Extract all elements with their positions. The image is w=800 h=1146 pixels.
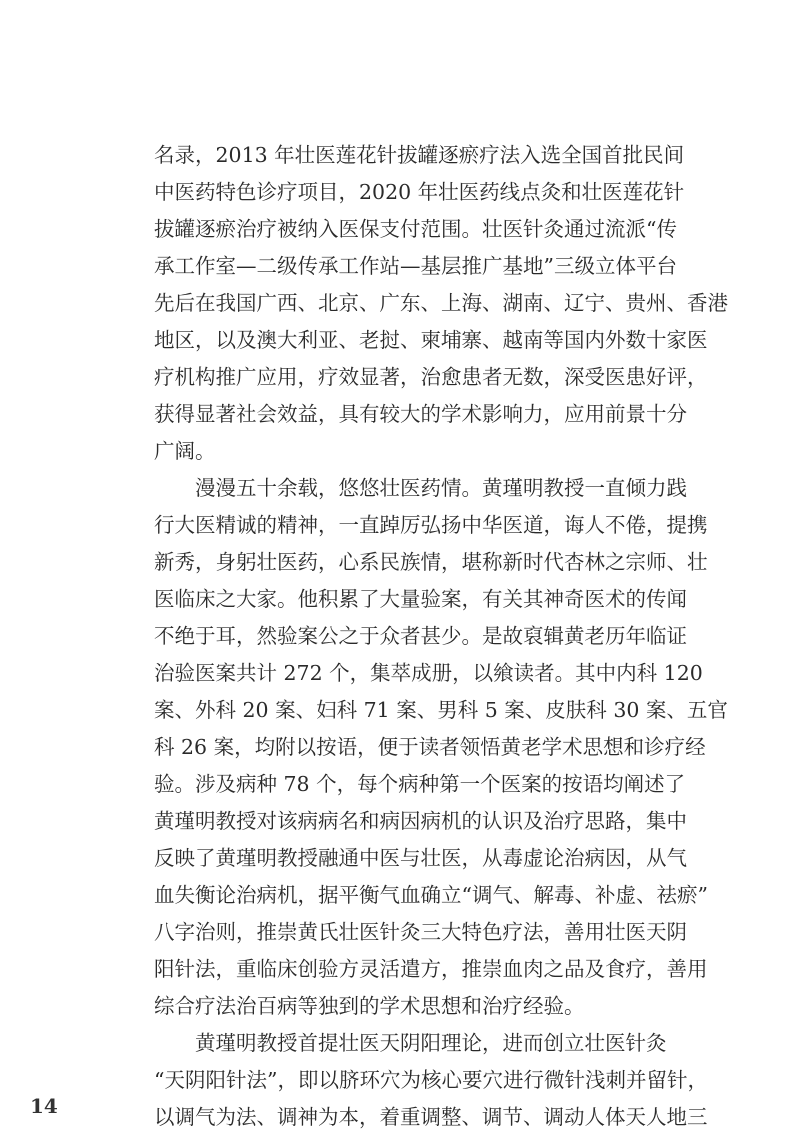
text-line: 案、外科 20 案、妇科 71 案、男科 5 案、皮肤科 30 案、五官 bbox=[154, 698, 728, 722]
text-line: 新秀，身躬壮医药，心系民族情，堪称新时代杏林之宗师、壮 bbox=[154, 550, 708, 574]
text-line: 验。涉及病种 78 个，每个病种第一个医案的按语均阐述了 bbox=[154, 772, 686, 796]
text-line: 医临床之大家。他积累了大量验案，有关其神奇医术的传闻 bbox=[154, 587, 687, 611]
text-line: 治验医案共计 272 个，集萃成册，以飨读者。其中内科 120 bbox=[154, 661, 703, 685]
text-line: 血失衡论治病机，据平衡气血确立“调气、解毒、补虚、祛瘀” bbox=[154, 883, 708, 907]
text-line: 不绝于耳，然验案公之于众者甚少。是故裒辑黄老历年临证 bbox=[154, 624, 687, 648]
text-line: 阳针法，重临床创验方灵活遣方，推崇血肉之品及食疗，善用 bbox=[154, 957, 708, 981]
text-line: 行大医精诚的精神，一直踔厉弘扬中华医道，诲人不倦，提携 bbox=[154, 513, 708, 537]
text-line: 获得显著社会效益，具有较大的学术影响力，应用前景十分 bbox=[154, 402, 687, 426]
body-text bbox=[154, 137, 728, 1136]
text-line: “天阴阳针法”，即以脐环穴为核心要穴进行微针浅刺并留针， bbox=[154, 1068, 708, 1092]
text-line: 反映了黄瑾明教授融通中医与壮医，从毒虚论治病因，从气 bbox=[154, 846, 687, 870]
text-line: 广阔。 bbox=[154, 439, 216, 463]
text-line: 拔罐逐瘀治疗被纳入医保支付范围。壮医针灸通过流派“传 bbox=[154, 217, 677, 241]
text-line: 疗机构推广应用，疗效显著，治愈患者无数，深受医患好评， bbox=[154, 365, 708, 389]
text-line: 黄瑾明教授首提壮医天阴阳理论，进而创立壮医针灸 bbox=[154, 1031, 667, 1055]
text-line: 中医药特色诊疗项目，2020 年壮医药线点灸和壮医莲花针 bbox=[154, 180, 685, 204]
text-line: 八字治则，推崇黄氏壮医针灸三大特色疗法，善用壮医天阴 bbox=[154, 920, 687, 944]
text-line: 黄瑾明教授对该病病名和病因病机的认识及治疗思路，集中 bbox=[154, 809, 687, 833]
text-line: 科 26 案，均附以按语，便于读者领悟黄老学术思想和诊疗经 bbox=[154, 735, 706, 759]
text-line: 综合疗法治百病等独到的学术思想和治疗经验。 bbox=[154, 994, 585, 1018]
text-line: 名录，2013 年壮医莲花针拔罐逐瘀疗法入选全国首批民间 bbox=[154, 143, 685, 167]
text-line: 以调气为法、调神为本，着重调整、调节、调动人体天人地三 bbox=[154, 1105, 708, 1129]
page-number: 14 bbox=[30, 1094, 58, 1118]
text-line: 承工作室—二级传承工作站—基层推广基地”三级立体平台 bbox=[154, 254, 677, 278]
text-line: 漫漫五十余载，悠悠壮医药情。黄瑾明教授一直倾力践 bbox=[154, 476, 687, 500]
text-line: 地区，以及澳大利亚、老挝、柬埔寨、越南等国内外数十家医 bbox=[154, 328, 708, 352]
text-line: 先后在我国广西、北京、广东、上海、湖南、辽宁、贵州、香港 bbox=[154, 291, 728, 315]
